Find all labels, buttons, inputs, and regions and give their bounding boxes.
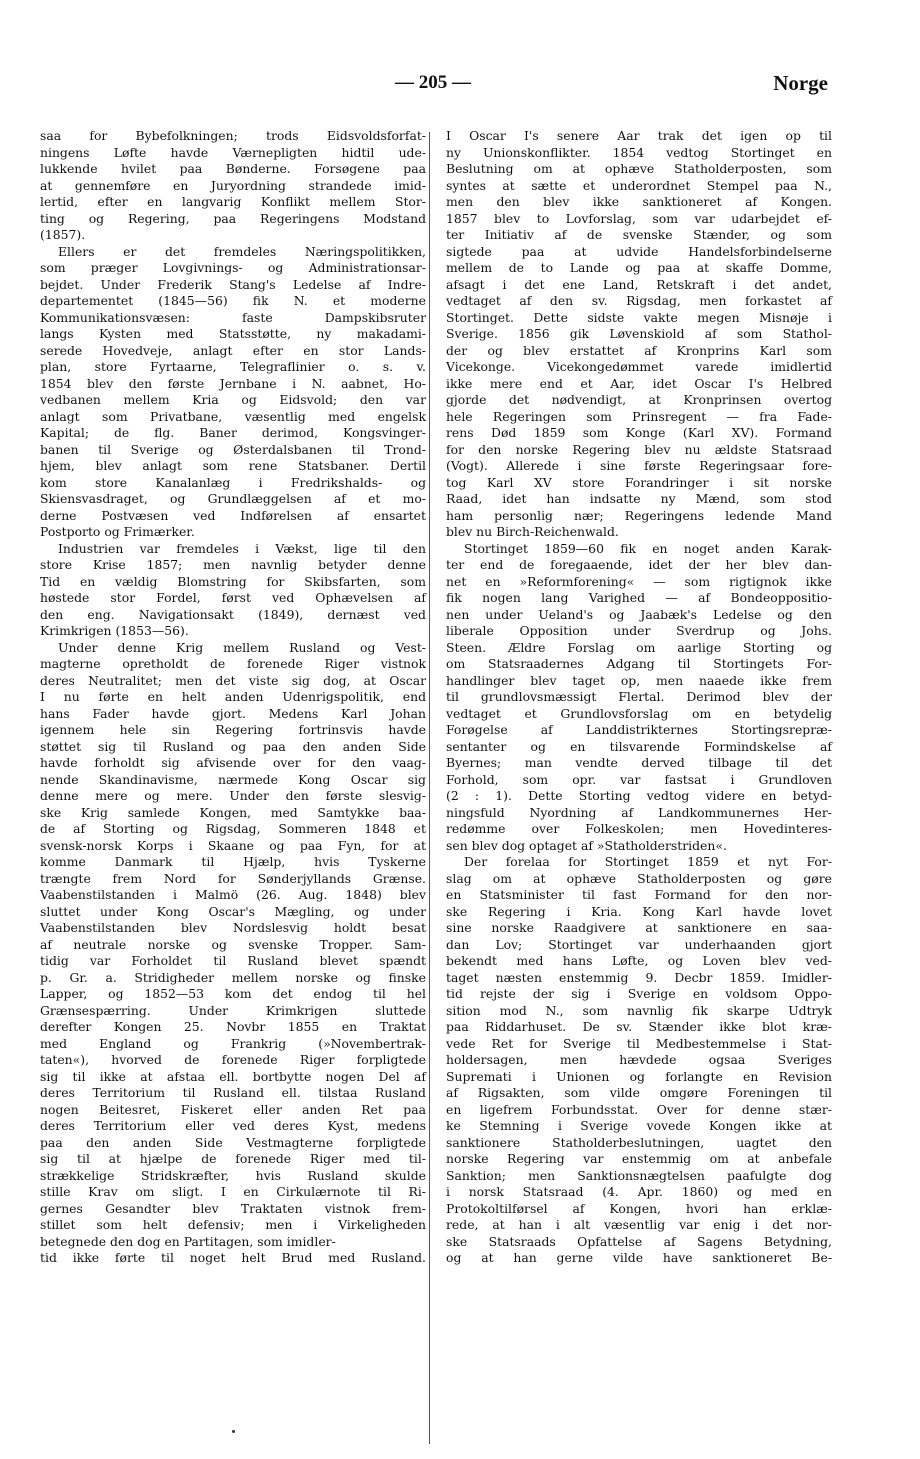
text-line: vede Ret for Sverige til Medbestemmelse i Stat-: [446, 1035, 832, 1051]
text-line: redømme over Folkeskolen; men Hovedinteres-: [446, 821, 832, 836]
text-line: afsagt i det ene Land, Retskraft i det andet,: [446, 276, 832, 292]
text-line: fik nogen lang Varighed — af Bondeoppositio-: [446, 590, 832, 605]
page-header: [0, 72, 920, 102]
text-line: tog Karl XV store Forandringer i sit norske: [446, 474, 832, 490]
text-line: Der forelaa for Stortinget 1859 et nyt For-: [464, 854, 832, 869]
text-line: trængte frem Nord for Sønderjyllands Grænse.: [40, 870, 426, 886]
text-line: Skiensvasdraget, og Grundlæggelsen af et mo-: [40, 491, 426, 506]
text-line: Beslutning om at ophæve Statholderposten, som: [446, 161, 832, 176]
text-line: serede Hovedveje, anlagt efter en stor Lands-: [40, 342, 426, 358]
text-line: strækkelige Stridskræfter, hvis Rusland skulde: [40, 1167, 426, 1183]
text-line: nen under Ueland's og Jaabæk's Ledelse og den: [446, 606, 832, 622]
text-line: for den norske Regering blev nu ældste Statsraad: [446, 441, 832, 457]
text-line: nende Skandinavisme, nærmede Kong Oscar sig: [40, 771, 426, 787]
text-line: saa for Bybefolkningen; trods Eidsvoldsforfat-: [40, 128, 426, 143]
text-line: ke Stemning i Sverige vovede Kongen ikke at: [446, 1118, 832, 1133]
text-line: havde forholdt sig afvisende over for den vaag-: [40, 755, 426, 770]
text-line: derefter Kongen 25. Novbr 1855 en Traktat: [40, 1019, 426, 1034]
text-line: en ligefrem Forbundsstat. Over for denne stær-: [446, 1101, 832, 1117]
text-line: departementet (1845—56) fik N. et moderne: [40, 293, 426, 308]
text-line: Stortinget. Dette sidste vakte megen Misnøje i: [446, 309, 832, 325]
running-head: Norge: [773, 71, 828, 95]
text-line: sluttet under Kong Oscar's Mægling, og under: [40, 903, 426, 919]
text-line: (1857).: [40, 227, 86, 242]
text-line: holdersagen, men hævdede ogsaa Sveriges: [446, 1052, 832, 1067]
text-line: tid ikke førte til noget helt Brud med Rusland.: [40, 1250, 426, 1265]
text-line: sine norske Raadgivere at sanktionere en saa-: [446, 920, 832, 935]
text-line: Vaabenstilstanden i Malmö (26. Aug. 1848) blev: [40, 887, 426, 902]
text-line: Lapper, og 1852—53 kom det endog til hel: [40, 986, 426, 1001]
text-line: en Statsminister til fast Formand for den nor-: [446, 887, 832, 902]
text-line: Tid en vældig Blomstring for Skibsfarten, som: [40, 573, 426, 589]
printer-mark: [232, 1430, 235, 1433]
text-line: net en »Reformforening« — som rigtignok ikke: [446, 573, 832, 589]
text-line: syntes at sætte et underordnet Stempel paa N.,: [446, 177, 832, 193]
text-line: deres Territorium til Rusland ell. tilstaa Rusland: [40, 1085, 426, 1100]
text-line: i norsk Statsraad (4. Apr. 1860) og med en: [446, 1184, 832, 1199]
text-line: sig til at hjælpe de forenede Riger med til-: [40, 1151, 426, 1166]
text-line: Steen. Ældre Forslag om aarlige Storting og: [446, 639, 832, 655]
text-line: anlagt som Privatbane, væsentlig med engelsk: [40, 408, 426, 424]
text-line: plan, store Fyrtaarne, Telegraflinier o. s. v.: [40, 359, 426, 374]
page-number: — 205 —: [395, 72, 471, 93]
text-line: om Statsraadernes Adgang til Stortingets For-: [446, 656, 832, 671]
text-line: I nu førte en helt anden Udenrigspolitik, end: [40, 689, 426, 704]
text-line: sanktionere Statholderbeslutningen, uagtet den: [446, 1134, 832, 1150]
text-line: ske Regering i Kria. Kong Karl havde lovet: [446, 903, 832, 919]
text-line: sen blev dog optaget af »Statholderstriden«.: [446, 837, 727, 853]
text-line: deres Neutralitet; men det viste sig dog, at Oscar: [40, 672, 426, 688]
text-line: taten«), hvorved de forenede Riger forpligtede: [40, 1052, 426, 1067]
text-line: Grænsespærring. Under Krimkrigen sluttede: [40, 1002, 426, 1018]
text-line: stille Krav om sligt. I en Cirkulærnote til Ri-: [40, 1184, 426, 1199]
right-column: [446, 128, 832, 1267]
text-line: paa den anden Side Vestmagterne forpligtede: [40, 1134, 426, 1150]
text-line: handlinger blev taget op, men naaede ikke frem: [446, 672, 832, 688]
text-line: Kapital; de flg. Baner derimod, Kongsvinger-: [40, 425, 426, 440]
text-line: p. Gr. a. Stridigheder mellem norske og finske: [40, 969, 426, 985]
text-line: blev nu Birch-Reichenwald.: [446, 524, 619, 539]
text-line: langs Kysten med Statsstøtte, ny makadami-: [40, 326, 426, 341]
text-line: igennem hele sin Regering fortrinsvis havde: [40, 722, 426, 737]
text-line: Forøgelse af Landdistrikternes Stortingsrepræ-: [446, 722, 832, 737]
text-line: at gennemføre en Juryordning strandede imid-: [40, 177, 426, 193]
text-line: dan Lov; Stortinget var underhaanden gjort: [446, 936, 832, 952]
text-line: og at han gerne vilde have sanktioneret Be-: [446, 1250, 832, 1265]
text-line: ham personlig nær; Regeringens ledende Mand: [446, 507, 832, 523]
text-line: magterne opretholdt de forenede Riger vistnok: [40, 656, 426, 671]
text-line: Industrien var fremdeles i Vækst, lige til den: [58, 540, 426, 556]
text-line: ter end de foregaaende, idet der her blev dan-: [446, 557, 832, 572]
text-line: tidig var Forholdet til Rusland blevet spændt: [40, 953, 426, 968]
text-line: stillet som helt defensiv; men i Virkeligheden: [40, 1217, 426, 1232]
text-line: (2 : 1). Dette Storting vedtog videre en betyd-: [446, 788, 832, 803]
text-line: de af Storting og Rigsdag, Sommeren 1848 et: [40, 821, 426, 836]
text-line: Raad, idet han indsatte ny Mænd, som stod: [446, 491, 832, 506]
text-line: lertid, efter en langvarig Konflikt mellem Stor-: [40, 194, 426, 209]
text-line: den eng. Navigationsakt (1849), dernæst ved: [40, 606, 426, 622]
text-line: vedtaget et Grundlovsforslag om en betydelig: [446, 705, 832, 721]
text-line: denne mere og mere. Under den første slesvig-: [40, 788, 426, 803]
text-line: kom store Kanalanlæg i Fredrikshalds- og: [40, 474, 426, 490]
left-column: [40, 128, 426, 1267]
text-line: rens Død 1859 som Konge (Karl XV). Formand: [446, 425, 832, 440]
text-line: sigtede paa at udvide Handelsforbindelserne: [446, 243, 832, 259]
text-line: Postporto og Frimærker.: [40, 524, 195, 539]
text-line: ikke mere end et Aar, idet Oscar I's Helbred: [446, 375, 832, 391]
text-line: sig til ikke at afstaa ell. bortbytte nogen Del af: [40, 1068, 426, 1084]
text-line: (Vogt). Allerede i sine første Regeringsaar fore-: [446, 458, 832, 473]
text-line: 1854 blev den første Jernbane i N. aabnet, Ho-: [40, 375, 426, 391]
text-line: der og blev erstattet af Kronprins Karl som: [446, 342, 832, 358]
text-line: med England og Frankrig (»Novembertrak-: [40, 1035, 426, 1051]
text-line: sentanter og en tilsvarende Formindskelse af: [446, 738, 832, 754]
text-line: ter Initiativ af de svenske Stænder, og som: [446, 227, 832, 242]
text-line: hjem, blev anlagt som rene Statsbaner. Dertil: [40, 458, 426, 473]
text-line: hans Fader havde gjort. Medens Karl Johan: [40, 705, 426, 721]
text-line: støttet sig til Rusland og paa den anden Side: [40, 738, 426, 754]
text-line: Sverige. 1856 gik Løvenskiold af som Stathol-: [446, 326, 832, 341]
text-line: tid rejste der sig i Sverige en voldsom Oppo-: [446, 986, 832, 1001]
text-line: taget næsten enstemmig 9. Decbr 1859. Imidler-: [446, 969, 832, 985]
text-line: gjorde det nødvendigt, at Kronprinsen overtog: [446, 392, 832, 407]
text-line: ningens Løfte havde Værnepligten hidtil ude-: [40, 144, 426, 160]
text-line: liberale Opposition under Sverdrup og Johs.: [446, 623, 832, 638]
text-line: Supremati i Unionen og forlangte en Revision: [446, 1068, 832, 1084]
column-divider: [429, 132, 430, 1444]
text-line: Vaabenstilstanden blev Nordslesvig holdt besat: [40, 920, 426, 935]
text-line: deres Territorium eller ved deres Kyst, medens: [40, 1118, 426, 1133]
text-line: komme Danmark til Hjælp, hvis Tyskerne: [40, 854, 426, 869]
text-line: Ellers er det fremdeles Næringspolitikken,: [58, 243, 426, 259]
text-line: Stortinget 1859—60 fik en noget anden Karak-: [464, 540, 832, 556]
text-line: 1857 blev to Lovforslag, som var udarbejdet ef-: [446, 210, 832, 226]
text-line: Kommunikationsvæsen: faste Dampskibsruter: [40, 309, 426, 325]
text-line: til grundlovsmæssigt Flertal. Derimod blev der: [446, 689, 832, 704]
text-line: store Krise 1857; men navnlig betyder denne: [40, 557, 426, 572]
text-line: vedbanen mellem Kria og Eidsvold; den var: [40, 392, 426, 407]
text-line: mellem de to Lande og paa at skaffe Domme,: [446, 260, 832, 275]
text-line: af Rigsakten, som vilde omgøre Foreningen til: [446, 1085, 832, 1100]
text-line: I Oscar I's senere Aar trak det igen op til: [446, 128, 832, 143]
text-line: ting og Regering, paa Regeringens Modstand: [40, 210, 426, 226]
text-line: nogen Beitesret, Fiskeret eller anden Ret paa: [40, 1101, 426, 1117]
text-line: Forhold, som opr. var fastsat i Grundloven: [446, 771, 832, 787]
text-line: Under denne Krig mellem Rusland og Vest-: [58, 639, 426, 655]
text-line: betegnede den dog en Partitagen, som imidler-: [40, 1233, 336, 1249]
text-line: af neutrale norske og svenske Tropper. Sam-: [40, 936, 426, 952]
text-line: som præger Lovgivnings- og Administrationsar-: [40, 260, 426, 275]
text-line: sition mod N., som navnlig fik skarpe Udtryk: [446, 1002, 832, 1018]
text-line: lukkende hvilet paa Bønderne. Forsøgene paa: [40, 161, 426, 176]
text-line: Vicekonge. Vicekongedømmet varede imidlertid: [446, 359, 832, 374]
text-line: ningsfuld Nyordning af Landkommunernes Her-: [446, 804, 832, 820]
text-line: banen til Sverige og Østerdalsbanen til Trond-: [40, 441, 426, 457]
text-line: slag om at ophæve Statholderposten og gøre: [446, 870, 832, 886]
text-line: Byernes; man vendte derved tilbage til det: [446, 755, 832, 770]
text-line: vedtaget af den sv. Rigsdag, men forkastet af: [446, 293, 832, 308]
text-line: Sanktion; men Sanktionsnægtelsen paafulgte dog: [446, 1167, 832, 1183]
text-line: bejdet. Under Frederik Stang's Ledelse af Indre-: [40, 276, 426, 292]
text-line: bekendt med hans Løfte, og Loven blev ved-: [446, 953, 832, 968]
text-line: Krimkrigen (1853—56).: [40, 623, 189, 638]
text-line: men den blev ikke sanktioneret af Kongen.: [446, 194, 832, 209]
text-line: gernes Gesandter blev Traktaten vistnok frem-: [40, 1200, 426, 1216]
text-line: derne Postvæsen ved Indførelsen af ensartet: [40, 507, 426, 523]
text-line: svensk-norsk Korps i Skaane og paa Fyn, for at: [40, 837, 426, 853]
text-line: høstede stor Fordel, først ved Ophævelsen af: [40, 590, 426, 605]
text-line: Protokoltilførsel af Kongen, hvori han erklæ-: [446, 1200, 832, 1216]
text-line: ske Krig samlede Kongen, med Samtykke baa-: [40, 804, 426, 820]
text-line: rede, at han i alt væsentlig var enig i det nor-: [446, 1217, 832, 1232]
text-line: paa Riddarhuset. De sv. Stænder ikke blot kræ-: [446, 1019, 832, 1034]
text-line: ske Statsraads Opfattelse af Sagens Betydning,: [446, 1233, 832, 1249]
text-line: ny Unionskonflikter. 1854 vedtog Stortinget en: [446, 144, 832, 160]
text-line: hele Regeringen som Prinsregent — fra Fade-: [446, 408, 832, 424]
text-line: norske Regering var enstemmig om at anbefale: [446, 1151, 832, 1166]
